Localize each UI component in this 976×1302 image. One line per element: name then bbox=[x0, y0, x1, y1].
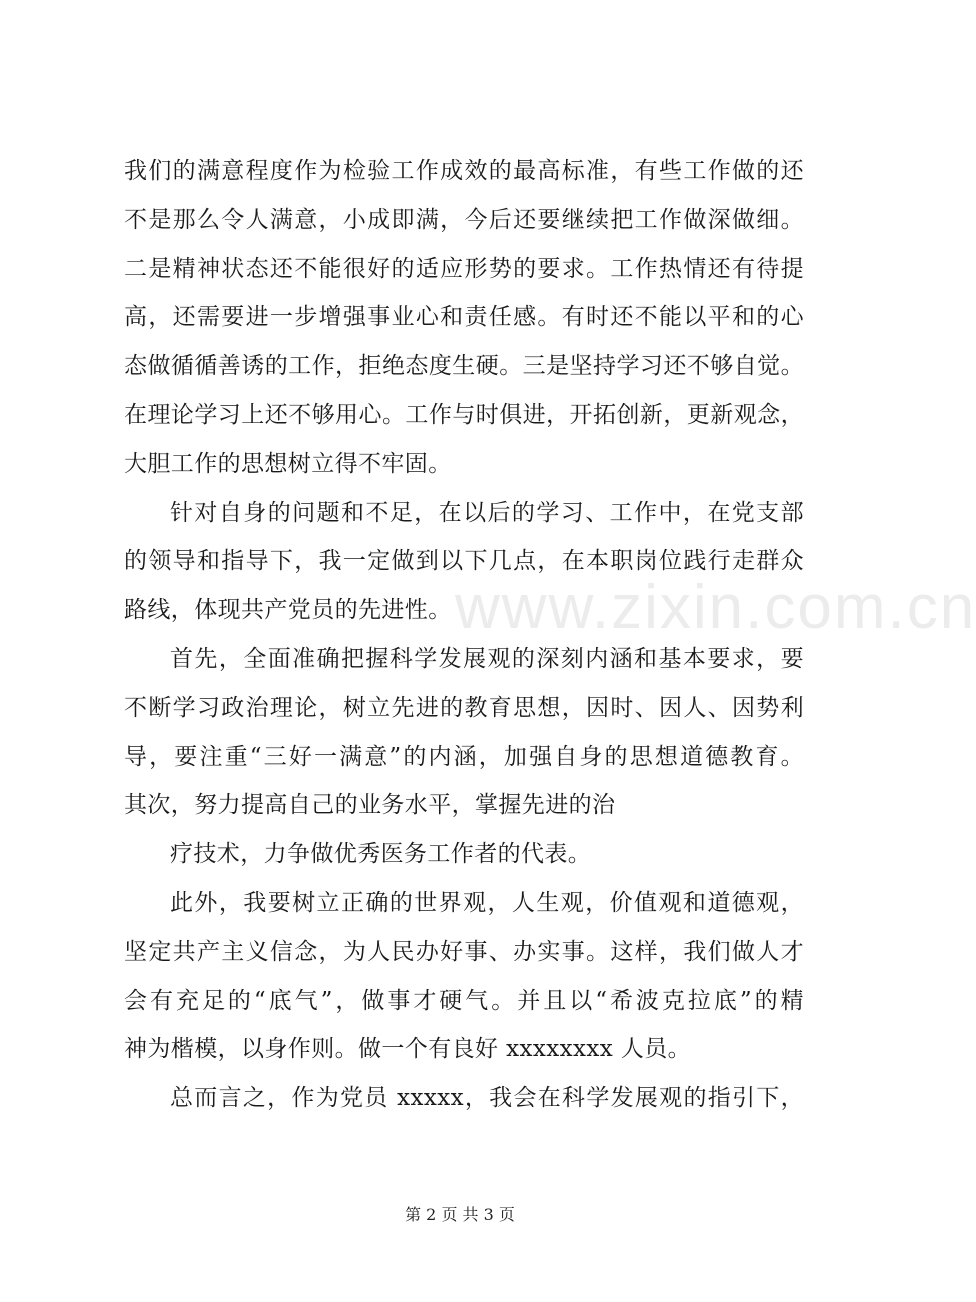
text-line: 不是那么令人满意，小成即满，今后还要继续把工作做深做细。 bbox=[124, 206, 804, 233]
text-line: 其次，努力提高自己的业务水平，掌握先进的治 bbox=[124, 792, 616, 819]
text-line: 坚定共产主义信念，为人民办好事、办实事。这样，我们做人才 bbox=[124, 938, 804, 965]
text-line: 不断学习政治理论，树立先进的教育思想，因时、因人、因势利 bbox=[124, 694, 804, 721]
text-line: 的领导和指导下，我一定做到以下几点，在本职岗位践行走群众 bbox=[124, 548, 804, 575]
text-line: 在理论学习上还不够用心。工作与时俱进，开拓创新，更新观念， bbox=[124, 401, 804, 428]
text-line: 首先，全面准确把握科学发展观的深刻内涵和基本要求，要 bbox=[170, 645, 804, 672]
text-line: 态做循循善诱的工作，拒绝态度生硬。三是坚持学习还不够自觉。 bbox=[124, 353, 804, 380]
text-line: 我们的满意程度作为检验工作成效的最高标准，有些工作做的还 bbox=[124, 158, 804, 184]
text-line: 此外，我要树立正确的世界观，人生观，价值观和道德观， bbox=[170, 889, 804, 916]
body-text bbox=[124, 147, 804, 1123]
text-line: 大胆工作的思想树立得不牢固。 bbox=[124, 450, 452, 477]
text-line: 导，要注重“三好一满意”的内涵，加强自身的思想道德教育。 bbox=[124, 743, 804, 770]
text-line: 高，还需要进一步增强事业心和责任感。有时还不能以平和的心 bbox=[124, 304, 804, 331]
page-footer: 第 2 页 共 3 页 bbox=[405, 1205, 515, 1224]
text-line: 针对自身的问题和不足，在以后的学习、工作中，在党支部 bbox=[170, 499, 804, 526]
text-line: 神为楷模，以身作则。做一个有良好 xxxxxxxx 人员。 bbox=[124, 1036, 691, 1063]
text-line: 总而言之，作为党员 xxxxx，我会在科学发展观的指引下， bbox=[170, 1085, 804, 1112]
text-line: 疗技术，力争做优秀医务工作者的代表。 bbox=[170, 841, 592, 868]
text-line: 路线，体现共产党员的先进性。 bbox=[124, 597, 452, 624]
text-line: 二是精神状态还不能很好的适应形势的要求。工作热情还有待提 bbox=[124, 255, 804, 282]
watermark: www.zixin.com.cn bbox=[455, 573, 976, 642]
text-line: 会有充足的“底气”，做事才硬气。并且以“希波克拉底”的精 bbox=[124, 987, 804, 1014]
